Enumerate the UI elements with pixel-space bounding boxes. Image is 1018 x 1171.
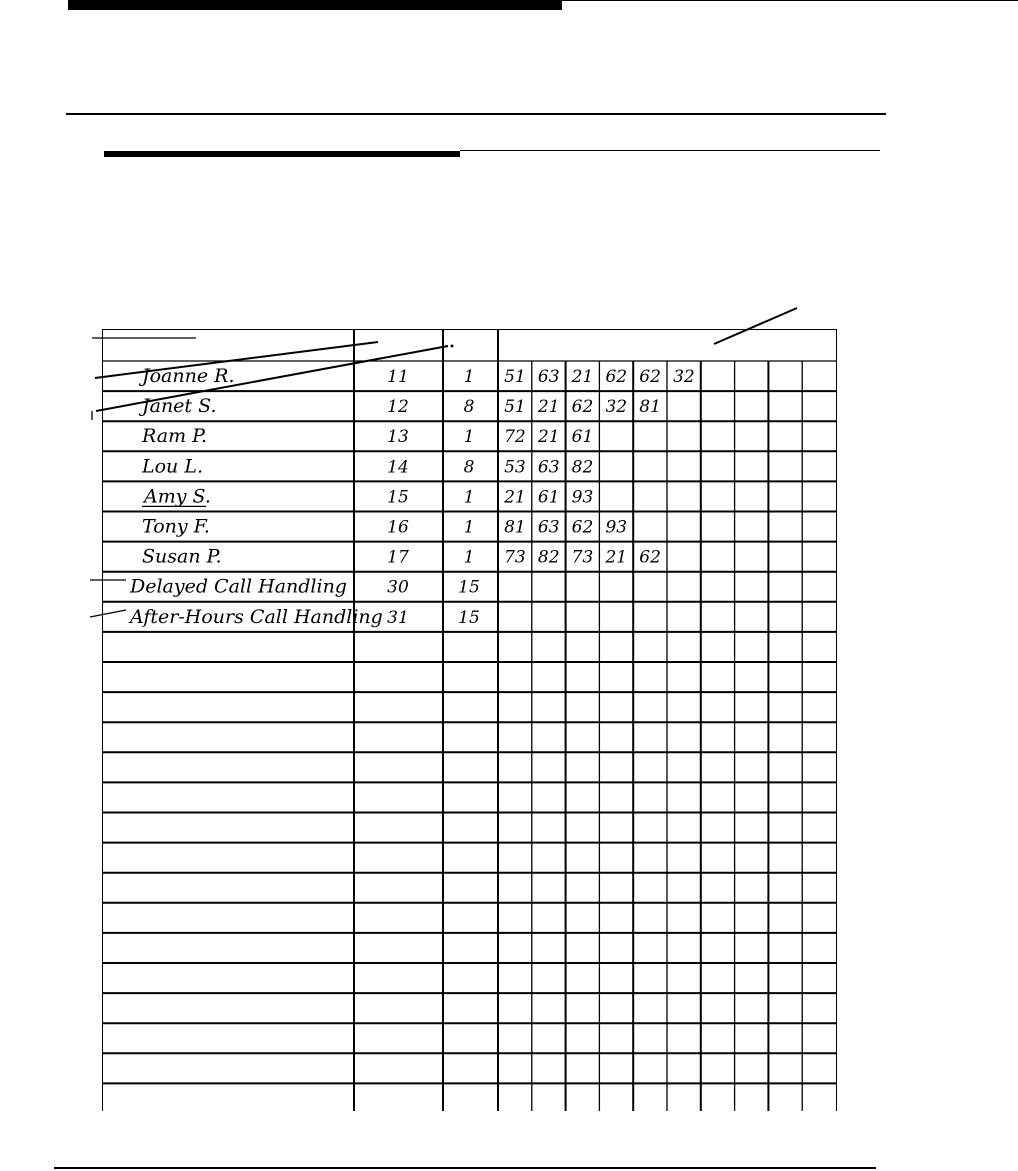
row-name: Susan P. bbox=[142, 545, 222, 568]
row-code: 62 bbox=[571, 517, 594, 538]
row-code: 61 bbox=[537, 487, 560, 508]
row-code: 93 bbox=[605, 517, 628, 538]
row-code: 63 bbox=[537, 457, 560, 478]
row-code: 21 bbox=[537, 427, 560, 448]
row-code: 81 bbox=[504, 517, 526, 538]
row-code: 62 bbox=[605, 367, 628, 387]
extension-worksheet-table bbox=[102, 329, 837, 1111]
row-code: 21 bbox=[571, 367, 594, 387]
row-rings: 1 bbox=[463, 427, 475, 448]
row-code: 72 bbox=[504, 427, 526, 448]
row-rings: 8 bbox=[463, 397, 475, 418]
row-extension: 31 bbox=[387, 607, 409, 628]
row-code: 21 bbox=[605, 547, 628, 568]
row-code: 73 bbox=[571, 547, 594, 568]
row-code: 63 bbox=[537, 367, 560, 387]
row-extension: 17 bbox=[387, 547, 409, 568]
row-code: 51 bbox=[504, 397, 526, 418]
row-code: 81 bbox=[639, 397, 661, 418]
row-name: Delayed Call Handling bbox=[130, 575, 347, 598]
row-code: 32 bbox=[673, 367, 695, 387]
row-rings: 1 bbox=[463, 547, 475, 568]
row-rings: 1 bbox=[463, 487, 475, 508]
row-rings: 1 bbox=[463, 517, 475, 538]
row-code: 21 bbox=[504, 487, 526, 508]
row-extension: 13 bbox=[387, 427, 409, 448]
row-code: 93 bbox=[571, 487, 594, 508]
row-rings: 8 bbox=[463, 457, 475, 478]
row-name: Lou L. bbox=[142, 455, 203, 478]
row-code: 82 bbox=[537, 547, 560, 568]
row-code: 63 bbox=[537, 517, 560, 538]
row-extension: 15 bbox=[387, 487, 409, 508]
row-rings: 1 bbox=[463, 367, 475, 387]
row-code: 32 bbox=[605, 397, 628, 418]
row-rings: 15 bbox=[458, 607, 480, 628]
row-code: 61 bbox=[571, 427, 594, 448]
row-code: 62 bbox=[639, 367, 661, 387]
row-code: 73 bbox=[504, 547, 526, 568]
row-name: Tony F. bbox=[142, 515, 210, 538]
row-code: 62 bbox=[639, 547, 661, 568]
row-name: Janet S. bbox=[142, 395, 217, 418]
row-extension: 30 bbox=[387, 577, 409, 598]
row-name: Amy S. bbox=[144, 485, 211, 508]
row-extension: 14 bbox=[387, 457, 409, 478]
row-name: Joanne R. bbox=[142, 365, 235, 387]
row-code: 62 bbox=[571, 397, 594, 418]
row-extension: 16 bbox=[387, 517, 409, 538]
row-extension: 12 bbox=[387, 397, 409, 418]
row-code: 51 bbox=[504, 367, 526, 387]
row-extension: 11 bbox=[387, 367, 409, 387]
row-name: After-Hours Call Handling bbox=[130, 605, 383, 628]
row-code: 21 bbox=[537, 397, 560, 418]
row-code: 82 bbox=[571, 457, 594, 478]
row-name: Ram P. bbox=[142, 425, 208, 448]
row-rings: 15 bbox=[458, 577, 480, 598]
row-code: 53 bbox=[504, 457, 526, 478]
